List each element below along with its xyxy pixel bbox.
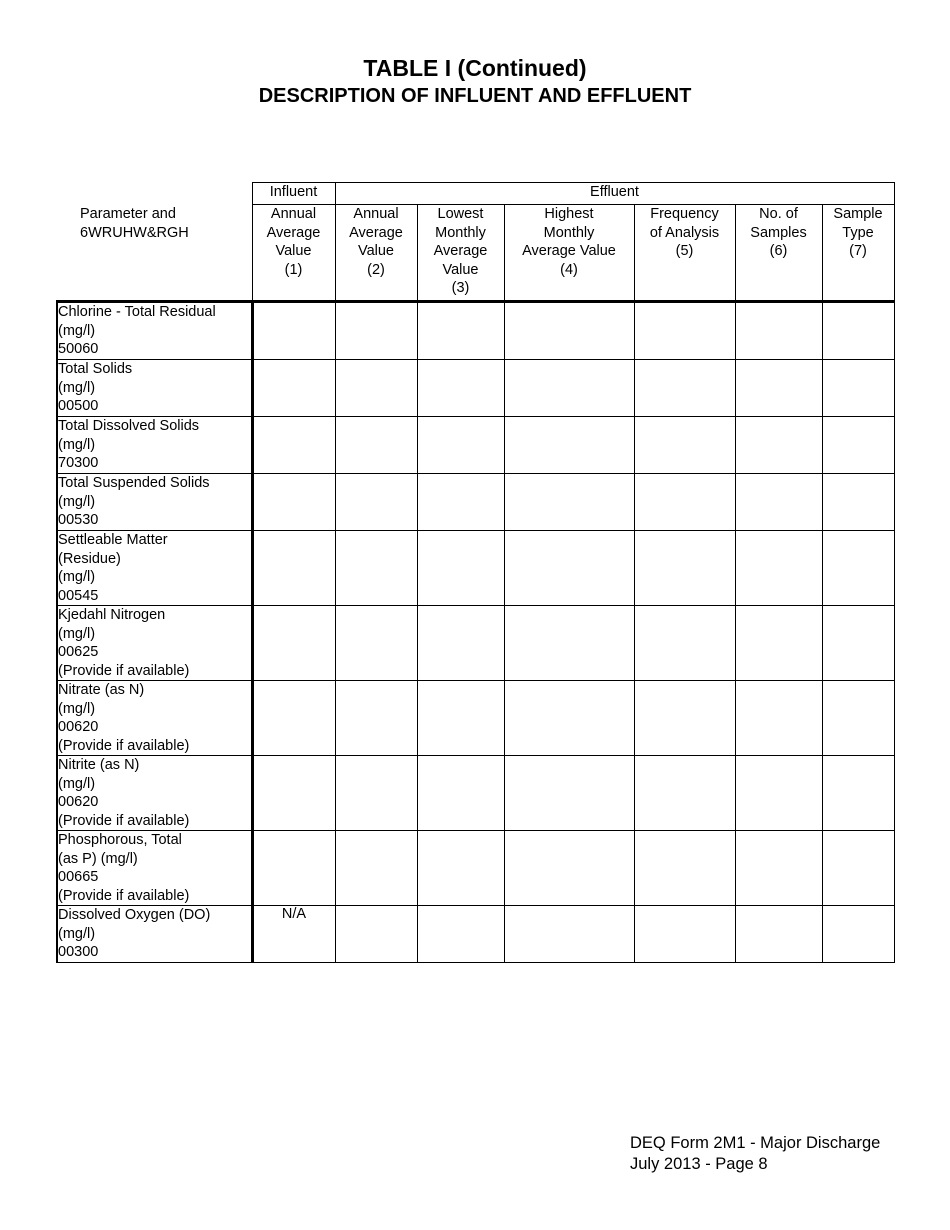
parameter-line: (Provide if available) (58, 737, 190, 754)
parameter-line: 00620 (58, 794, 99, 810)
effluent-value-cell-6[interactable] (735, 606, 822, 681)
parameter-line: 70300 (58, 455, 99, 471)
effluent-value-cell-6[interactable] (735, 417, 822, 474)
column-header-line: Average (349, 224, 403, 241)
column-header-line: Value (442, 261, 479, 278)
parameter-line: Nitrite (as N) (58, 757, 140, 773)
parameter-cell (57, 531, 252, 606)
effluent-value-cell-7[interactable] (822, 831, 894, 906)
influent-value-cell[interactable]: N/A (252, 906, 335, 963)
influent-effluent-table (56, 182, 895, 963)
effluent-value-cell-5[interactable] (634, 417, 735, 474)
table-row (57, 681, 894, 756)
effluent-value-cell-3[interactable] (417, 681, 504, 756)
parameter-cell (57, 681, 252, 756)
effluent-value-cell-5[interactable] (634, 681, 735, 756)
parameter-line: (mg/l) (58, 493, 96, 510)
param-header-line: 6WRUHW&RGH (80, 225, 189, 241)
column-header-line: Monthly (435, 224, 486, 241)
column-header-6 (735, 205, 822, 302)
parameter-line: 50060 (58, 341, 99, 357)
influent-value-cell[interactable] (252, 756, 335, 831)
parameter-cell (57, 756, 252, 831)
parameter-line: Phosphorous, Total (58, 832, 182, 848)
effluent-value-cell-7[interactable] (822, 474, 894, 531)
influent-value-cell[interactable] (252, 531, 335, 606)
effluent-value-cell-2[interactable] (335, 417, 417, 474)
parameter-line: Dissolved Oxygen (DO) (58, 907, 211, 923)
column-header-line: Average Value (522, 243, 616, 259)
effluent-value-cell-6[interactable] (735, 756, 822, 831)
influent-value-cell[interactable] (252, 474, 335, 531)
column-header-line: No. of (759, 206, 798, 222)
parameter-cell (57, 474, 252, 531)
column-header-line: of Analysis (649, 224, 720, 241)
column-header-line: Samples (750, 224, 807, 241)
column-header-7 (822, 205, 894, 302)
effluent-value-cell-6[interactable] (735, 681, 822, 756)
effluent-value-cell-7[interactable] (822, 531, 894, 606)
column-header-line: (2) (367, 261, 385, 278)
effluent-value-cell-2[interactable] (335, 756, 417, 831)
table-row (57, 474, 894, 531)
effluent-value-cell-7[interactable] (822, 906, 894, 963)
influent-value-cell[interactable] (252, 831, 335, 906)
table-row (57, 360, 894, 417)
parameter-cell (57, 302, 252, 360)
effluent-value-cell-2[interactable] (335, 360, 417, 417)
effluent-value-cell-7[interactable] (822, 756, 894, 831)
parameter-line: (Provide if available) (58, 812, 190, 829)
column-header-line: (4) (560, 261, 578, 278)
influent-value-cell[interactable] (252, 302, 335, 360)
parameter-cell (57, 360, 252, 417)
table-row (57, 417, 894, 474)
effluent-value-cell-7[interactable] (822, 360, 894, 417)
table-row (57, 831, 894, 906)
parameter-line: (mg/l) (58, 569, 96, 585)
parameter-line: Total Solids (58, 361, 133, 377)
effluent-value-cell-5[interactable] (634, 831, 735, 906)
form-footer (630, 1133, 880, 1175)
column-header-3 (417, 205, 504, 302)
effluent-value-cell-5[interactable] (634, 906, 735, 963)
param-header-line: Parameter and (80, 206, 176, 222)
effluent-value-cell-4[interactable] (504, 531, 634, 606)
column-header-line: Frequency (650, 206, 719, 222)
influent-value-cell[interactable] (252, 360, 335, 417)
effluent-value-cell-2[interactable] (335, 531, 417, 606)
influent-value-cell[interactable] (252, 606, 335, 681)
column-header-line: Lowest (437, 206, 484, 222)
parameter-line: Chlorine - Total Residual (58, 304, 216, 320)
effluent-value-cell-4[interactable] (504, 302, 634, 360)
column-header-2 (335, 205, 417, 302)
table-title: TABLE I (Continued) (363, 55, 587, 81)
effluent-value-cell-2[interactable] (335, 606, 417, 681)
effluent-value-cell-3[interactable] (417, 417, 504, 474)
table-row (57, 606, 894, 681)
column-header-line: (7) (849, 243, 867, 259)
influent-group-header: Influent (252, 183, 335, 205)
parameter-line: 00300 (58, 944, 99, 960)
effluent-value-cell-2[interactable] (335, 831, 417, 906)
effluent-value-cell-4[interactable] (504, 417, 634, 474)
column-header-line: (3) (451, 280, 470, 296)
parameter-line: Kjedahl Nitrogen (58, 607, 166, 623)
effluent-value-cell-3[interactable] (417, 302, 504, 360)
parameter-line: (mg/l) (58, 436, 96, 453)
effluent-value-cell-6[interactable] (735, 360, 822, 417)
column-header-1 (252, 205, 335, 302)
parameter-line: Settleable Matter (58, 532, 168, 548)
column-header-line: (6) (769, 243, 788, 259)
parameter-line: (mg/l) (58, 379, 96, 396)
effluent-value-cell-6[interactable] (735, 302, 822, 360)
parameter-line: 00625 (58, 644, 99, 660)
effluent-value-cell-3[interactable] (417, 360, 504, 417)
parameter-line: 00665 (58, 869, 99, 885)
footer-form-name: DEQ Form 2M1 - Major Discharge (630, 1134, 881, 1152)
parameter-line: (mg/l) (58, 322, 96, 339)
effluent-value-cell-4[interactable] (504, 756, 634, 831)
parameter-line: (Provide if available) (58, 887, 190, 904)
parameter-line: 00500 (58, 398, 99, 414)
effluent-value-cell-5[interactable] (634, 531, 735, 606)
effluent-value-cell-6[interactable] (735, 474, 822, 531)
column-header-line: Value (275, 243, 312, 259)
effluent-value-cell-3[interactable] (417, 606, 504, 681)
effluent-value-cell-4[interactable] (504, 360, 634, 417)
effluent-value-cell-7[interactable] (822, 302, 894, 360)
effluent-value-cell-7[interactable] (822, 417, 894, 474)
effluent-value-cell-5[interactable] (634, 606, 735, 681)
header-spacer (57, 183, 252, 205)
effluent-value-cell-2[interactable] (335, 906, 417, 963)
column-header-line: Average (433, 243, 488, 259)
effluent-value-cell-3[interactable] (417, 474, 504, 531)
column-header-line: Monthly (543, 224, 595, 241)
effluent-value-cell-6[interactable] (735, 906, 822, 963)
column-header-line: (1) (284, 261, 303, 278)
effluent-value-cell-5[interactable] (634, 360, 735, 417)
effluent-group-header: Effluent (335, 183, 894, 205)
effluent-value-cell-5[interactable] (634, 474, 735, 531)
column-header-line: Value (357, 243, 394, 259)
effluent-value-cell-5[interactable] (634, 756, 735, 831)
column-header-line: Annual (353, 206, 399, 222)
effluent-value-cell-4[interactable] (504, 681, 634, 756)
parameter-line: 00545 (58, 587, 99, 604)
column-header-line: Sample (833, 206, 883, 222)
influent-value-cell[interactable] (252, 417, 335, 474)
column-header-line: (5) (675, 243, 694, 259)
table-row (57, 756, 894, 831)
parameter-line: Nitrate (as N) (58, 682, 145, 698)
effluent-value-cell-3[interactable] (417, 831, 504, 906)
effluent-value-cell-4[interactable] (504, 606, 634, 681)
effluent-value-cell-5[interactable] (634, 302, 735, 360)
effluent-value-cell-7[interactable] (822, 681, 894, 756)
effluent-value-cell-4[interactable] (504, 474, 634, 531)
parameter-cell (57, 606, 252, 681)
column-header-5 (634, 205, 735, 302)
parameter-line: (mg/l) (58, 775, 96, 792)
effluent-value-cell-2[interactable] (335, 681, 417, 756)
effluent-value-cell-7[interactable] (822, 606, 894, 681)
influent-value-cell[interactable] (252, 681, 335, 756)
header-spacer (57, 205, 252, 302)
footer-date-page: July 2013 - Page 8 (630, 1155, 768, 1173)
parameter-line: (Provide if available) (58, 662, 190, 679)
parameter-line: 00530 (58, 512, 99, 528)
table-row (57, 906, 894, 963)
parameter-cell (57, 906, 252, 963)
effluent-value-cell-6[interactable] (735, 831, 822, 906)
parameter-line: (mg/l) (58, 625, 96, 642)
parameter-line: (as P) (mg/l) (58, 850, 138, 867)
column-header-4 (504, 205, 634, 302)
table-row (57, 302, 894, 360)
effluent-value-cell-2[interactable] (335, 474, 417, 531)
column-header-line: Highest (544, 206, 594, 222)
effluent-value-cell-3[interactable] (417, 756, 504, 831)
column-header-line: Annual (270, 206, 317, 222)
parameter-line: (mg/l) (58, 700, 96, 717)
parameter-line: (Residue) (58, 550, 121, 567)
parameter-cell (57, 831, 252, 906)
parameter-line: Total Dissolved Solids (58, 418, 200, 434)
column-header-line: Average (266, 224, 321, 241)
effluent-value-cell-3[interactable] (417, 531, 504, 606)
table-row (57, 531, 894, 606)
parameter-line: (mg/l) (58, 925, 96, 942)
column-header-line: Type (842, 224, 874, 241)
effluent-value-cell-4[interactable] (504, 831, 634, 906)
effluent-value-cell-3[interactable] (417, 906, 504, 963)
effluent-value-cell-2[interactable] (335, 302, 417, 360)
parameter-line: 00620 (58, 719, 99, 735)
parameter-line: Total Suspended Solids (58, 475, 210, 491)
parameter-cell (57, 417, 252, 474)
effluent-value-cell-6[interactable] (735, 531, 822, 606)
effluent-value-cell-4[interactable] (504, 906, 634, 963)
table-subtitle: DESCRIPTION OF INFLUENT AND EFFLUENT (258, 85, 692, 107)
